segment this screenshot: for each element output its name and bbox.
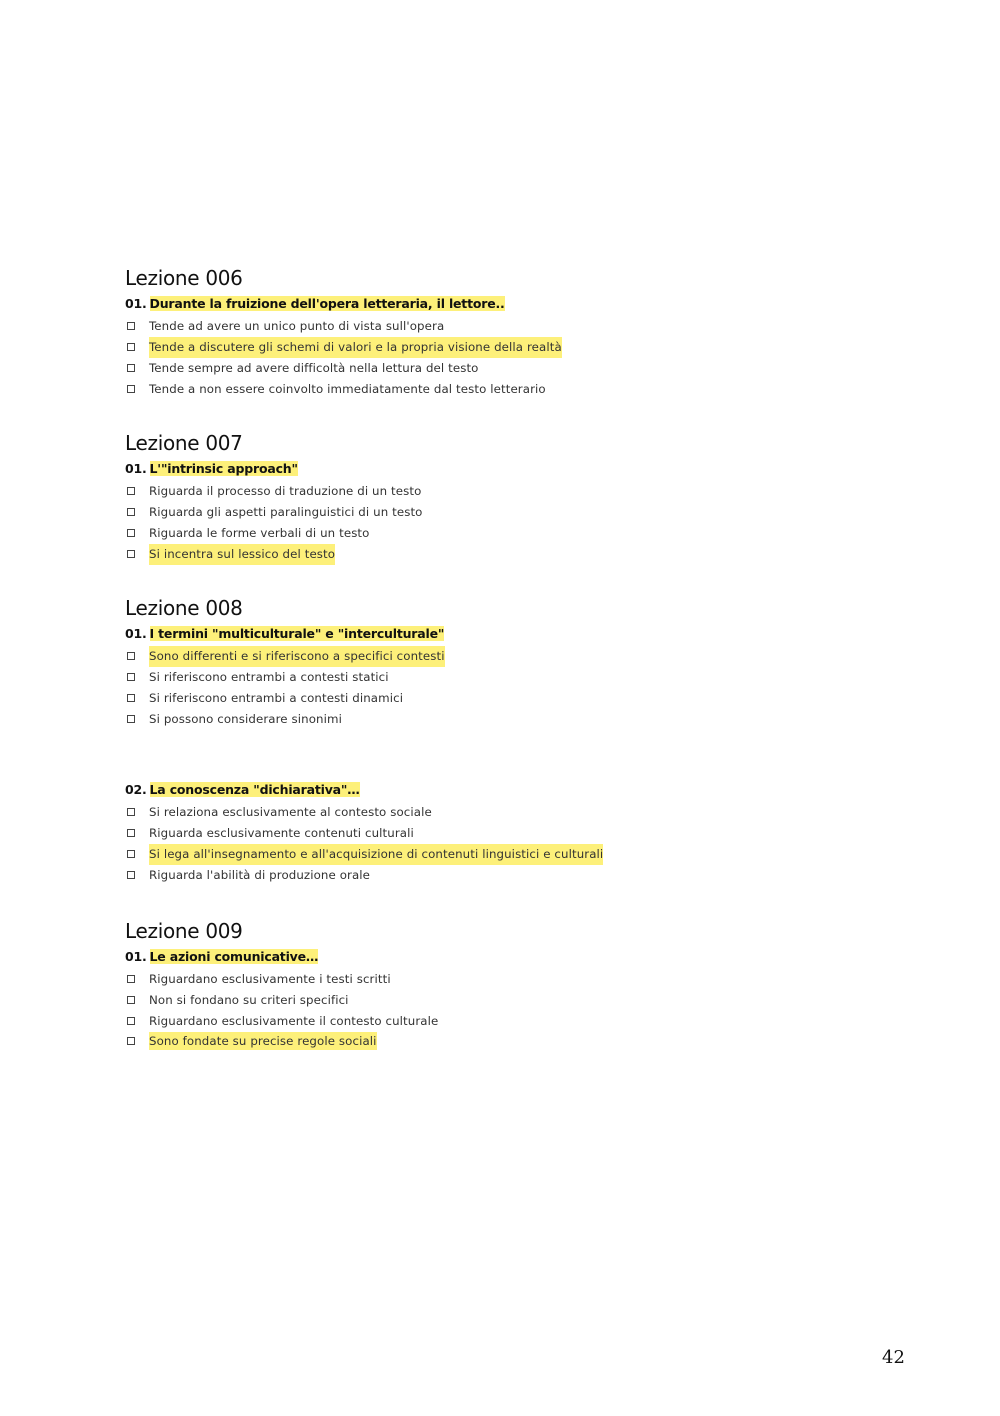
lesson-009: [125, 919, 925, 1050]
checkbox-icon[interactable]: [127, 364, 135, 372]
answer-options: [125, 481, 925, 565]
lesson-title: Lezione 007: [125, 431, 243, 455]
checkbox-icon[interactable]: [127, 694, 135, 702]
lesson-title: Lezione 006: [125, 266, 243, 290]
answer-option[interactable]: [125, 688, 925, 709]
checkbox-icon[interactable]: [127, 850, 135, 858]
option-text: Tende sempre ad avere difficoltà nella lettura del testo: [149, 361, 479, 375]
checkbox-icon[interactable]: [127, 808, 135, 816]
answer-option[interactable]: [125, 865, 925, 886]
option-text: Si incentra sul lessico del testo: [149, 544, 335, 565]
answer-option-correct[interactable]: [125, 337, 925, 358]
answer-option-correct[interactable]: [125, 646, 925, 667]
lesson-008: [125, 596, 925, 730]
answer-option[interactable]: [125, 709, 925, 730]
answer-option[interactable]: [125, 523, 925, 544]
checkbox-icon[interactable]: [127, 343, 135, 351]
lesson-title: Lezione 008: [125, 596, 243, 620]
option-text: Riguarda il processo di traduzione di un testo: [149, 484, 422, 498]
question-number: 01.: [125, 949, 147, 964]
answer-option[interactable]: [125, 502, 925, 523]
option-text: Riguarda esclusivamente contenuti culturali: [149, 826, 414, 840]
question-02: [125, 780, 925, 800]
answer-option-correct[interactable]: [125, 544, 925, 565]
question-text: L'"intrinsic approach": [149, 461, 298, 476]
answer-option[interactable]: [125, 990, 925, 1011]
option-text: Riguarda le forme verbali di un testo: [149, 526, 370, 540]
option-text: Tende ad avere un unico punto di vista sull'opera: [149, 319, 445, 333]
option-text: Sono fondate su precise regole sociali: [149, 1034, 377, 1048]
question-number: 02.: [125, 782, 147, 797]
option-text: Si riferiscono entrambi a contesti dinamici: [149, 691, 404, 705]
checkbox-icon[interactable]: [127, 715, 135, 723]
page-number: 42: [882, 1347, 905, 1368]
checkbox-icon[interactable]: [127, 1037, 135, 1045]
answer-option[interactable]: [125, 379, 925, 400]
question-text: Durante la fruizione dell'opera letteraria, il lettore..: [149, 296, 505, 311]
answer-options: [125, 646, 925, 730]
answer-option[interactable]: [125, 802, 925, 823]
checkbox-icon[interactable]: [127, 550, 135, 558]
checkbox-icon[interactable]: [127, 508, 135, 516]
checkbox-icon[interactable]: [127, 652, 135, 660]
question-01: [125, 459, 925, 479]
option-text: Riguarda l'abilità di produzione orale: [149, 868, 371, 882]
question-01: [125, 294, 925, 314]
checkbox-icon[interactable]: [127, 871, 135, 879]
checkbox-icon[interactable]: [127, 385, 135, 393]
option-text: Non si fondano su criteri specifici: [149, 993, 349, 1007]
option-text: Tende a non essere coinvolto immediatamente dal testo letterario: [149, 382, 546, 396]
question-text: I termini "multiculturale" e "interculturale": [149, 626, 445, 641]
answer-option[interactable]: [125, 667, 925, 688]
question-01: [125, 624, 925, 644]
option-text: Riguardano esclusivamente i testi scritti: [149, 972, 391, 986]
answer-option[interactable]: [125, 481, 925, 502]
checkbox-icon[interactable]: [127, 487, 135, 495]
answer-option[interactable]: [125, 1011, 925, 1032]
option-text: Riguarda gli aspetti paralinguistici di un testo: [149, 505, 423, 519]
lesson-007: [125, 431, 925, 565]
option-text: Si possono considerare sinonimi: [149, 712, 342, 726]
answer-options: [125, 316, 925, 400]
answer-option[interactable]: [125, 969, 925, 990]
lesson-title: Lezione 009: [125, 919, 243, 943]
answer-option-correct[interactable]: [125, 844, 925, 865]
checkbox-icon[interactable]: [127, 829, 135, 837]
question-number: 01.: [125, 626, 147, 641]
answer-option[interactable]: [125, 358, 925, 379]
question-number: 01.: [125, 461, 147, 476]
checkbox-icon[interactable]: [127, 322, 135, 330]
checkbox-icon[interactable]: [127, 1017, 135, 1025]
checkbox-icon[interactable]: [127, 529, 135, 537]
checkbox-icon[interactable]: [127, 996, 135, 1004]
answer-option[interactable]: [125, 823, 925, 844]
option-text: Tende a discutere gli schemi di valori e la propria visione della realtà: [149, 337, 562, 358]
checkbox-icon[interactable]: [127, 975, 135, 983]
checkbox-icon[interactable]: [127, 673, 135, 681]
question-text: La conoscenza "dichiarativa"…: [149, 782, 360, 797]
option-text: Sono differenti e si riferiscono a specifici contesti: [149, 646, 445, 667]
answer-option[interactable]: [125, 316, 925, 337]
answer-options: [125, 969, 925, 1050]
option-text: Si relaziona esclusivamente al contesto sociale: [149, 805, 432, 819]
question-number: 01.: [125, 296, 147, 311]
answer-options: [125, 802, 925, 886]
option-text: Si riferiscono entrambi a contesti statici: [149, 670, 389, 684]
question-01: [125, 947, 925, 967]
lesson-008-question-02: [125, 780, 925, 886]
answer-option-correct[interactable]: [125, 1032, 925, 1050]
question-text: Le azioni comunicative…: [149, 949, 319, 964]
lesson-006: [125, 266, 925, 400]
option-text: Si lega all'insegnamento e all'acquisizione di contenuti linguistici e culturali: [149, 844, 603, 865]
option-text: Riguardano esclusivamente il contesto culturale: [149, 1014, 439, 1028]
